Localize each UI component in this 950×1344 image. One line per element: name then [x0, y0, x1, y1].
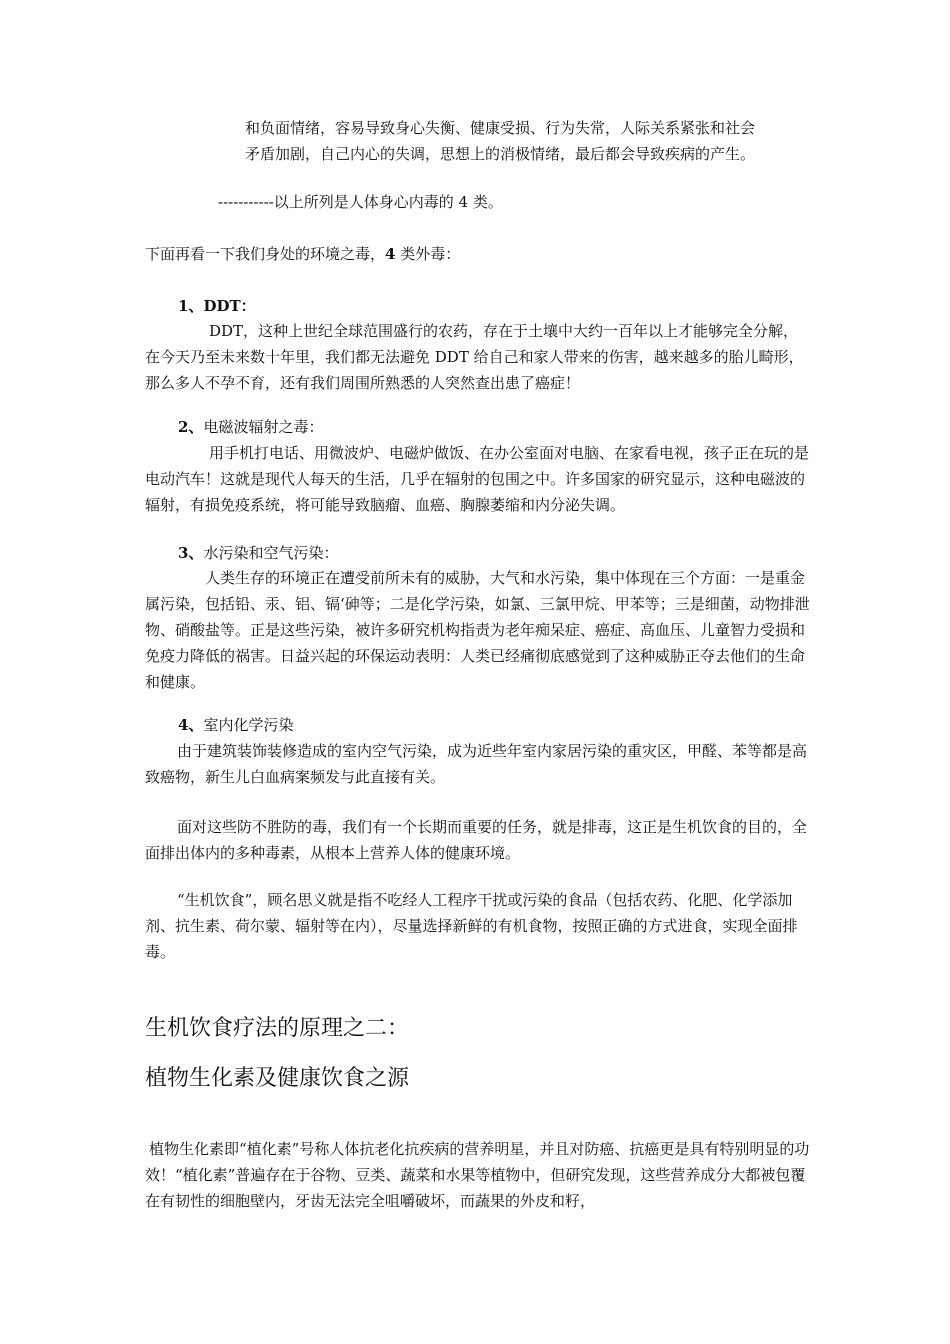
section-heading-line-1: 生机饮食疗法的原理之二：	[145, 1016, 410, 1041]
item-1-heading	[178, 293, 256, 319]
item-1-number: 1、	[178, 297, 204, 315]
env-intro-prefix: 下面再看一下我们身处的环境之毒，	[145, 245, 386, 263]
item-2-number: 2、	[178, 418, 204, 436]
intro-line-2: 矛盾加剧，自己内心的失调，思想上的消极情绪，最后都会导致疾病的产生。	[245, 145, 756, 163]
item-3-text: 人类生存的环境正在遭受前所未有的威胁，大气和水污染，集中体现在三个方面：一是重金属污染，包括铅、汞、铝、镉‘砷等；二是化学污染，如氯、三氯甲烷、甲苯等；三是细菌，动物排泄物、硝酸盐等。正是这些污染，被许多研究机构指责为老年痴呆症、癌症、高血压、儿童智力受损和免疫力降低的祸害。日益兴起的环保运动表明：人类已经痛彻底感觉到了这种威胁正夺去他们的生命和健康。	[145, 569, 810, 691]
env-intro-count: 4	[385, 245, 396, 263]
item-2-heading	[178, 414, 323, 440]
env-intro-suffix: 类外毒：	[395, 245, 461, 263]
intro-continuation	[245, 115, 825, 167]
item-1-text: DDT，这种上世纪全球范围盛行的农药，存在于土壤中大约一百年以上才能够完全分解，在今天乃至未来数十年里，我们都无法避免 DDT 给自己和家人带来的伤害，越来越多的胎儿畸形，那么多人不孕不育，还有我们周围所熟悉的人突然查出患了癌症！	[145, 322, 804, 392]
detox-paragraph: 面对这些防不胜防的毒，我们有一个长期而重要的任务，就是排毒，这正是生机饮食的目的，全面排出体内的多种毒素，从根本上营养人体的健康环境。	[145, 818, 808, 862]
section-heading-line-2: 植物生化素及健康饮食之源	[145, 1066, 410, 1091]
item-3-heading	[178, 540, 338, 566]
item-4-text: 由于建筑装饰装修造成的室内空气污染，成为近些年室内家居污染的重灾区，甲醛、苯等都是高致癌物，新生儿白血病案频发与此直接有关。	[145, 742, 808, 786]
item-3-number: 3、	[178, 544, 204, 562]
item-4-heading	[178, 712, 293, 738]
item-2-text: 用手机打电话、用微波炉、电磁炉做饭、在办公室面对电脑、在家看电视，孩子正在玩的是电动汽车！这就是现代人每天的生活，几乎在辐射的包围之中。许多国家的研究显示，这种电磁波的辐射，有损免疫系统，将可能导致脑瘤、血癌、胸腺萎缩和内分泌失调。	[145, 444, 810, 514]
item-4-number: 4、	[178, 716, 204, 734]
item-1-title: DDT：	[203, 297, 256, 315]
intro-line-1: 和负面情绪，容易导致身心失衡、健康受损、行为失常，人际关系紧张和社会	[245, 119, 756, 137]
item-2-title: 电磁波辐射之毒：	[203, 418, 324, 436]
summary-line: -----------以上所列是人体身心内毒的 4 类。	[218, 193, 503, 211]
env-intro	[145, 241, 810, 267]
item-3-title: 水污染和空气污染：	[203, 544, 339, 562]
definition-paragraph: “生机饮食”，顾名思义就是指不吃经人工程序干扰或污染的食品（包括农药、化肥、化学添加剂、抗生素、荷尔蒙、辐射等在内），尽量选择新鲜的有机食物，按照正确的方式进食，实现全面排毒。	[145, 891, 798, 961]
phyto-paragraph: 植物生化素即“植化素”号称人体抗老化抗疾病的营养明星，并且对防癌、抗癌更是具有特别明显的功效！“植化素”普遍存在于谷物、豆类、蔬菜和水果等植物中，但研究发现，这些营养成分大都被包覆在有韧性的细胞壁内，牙齿无法完全咀嚼破坏，而蔬果的外皮和籽，	[145, 1140, 810, 1210]
item-4-title: 室内化学污染	[203, 716, 294, 734]
